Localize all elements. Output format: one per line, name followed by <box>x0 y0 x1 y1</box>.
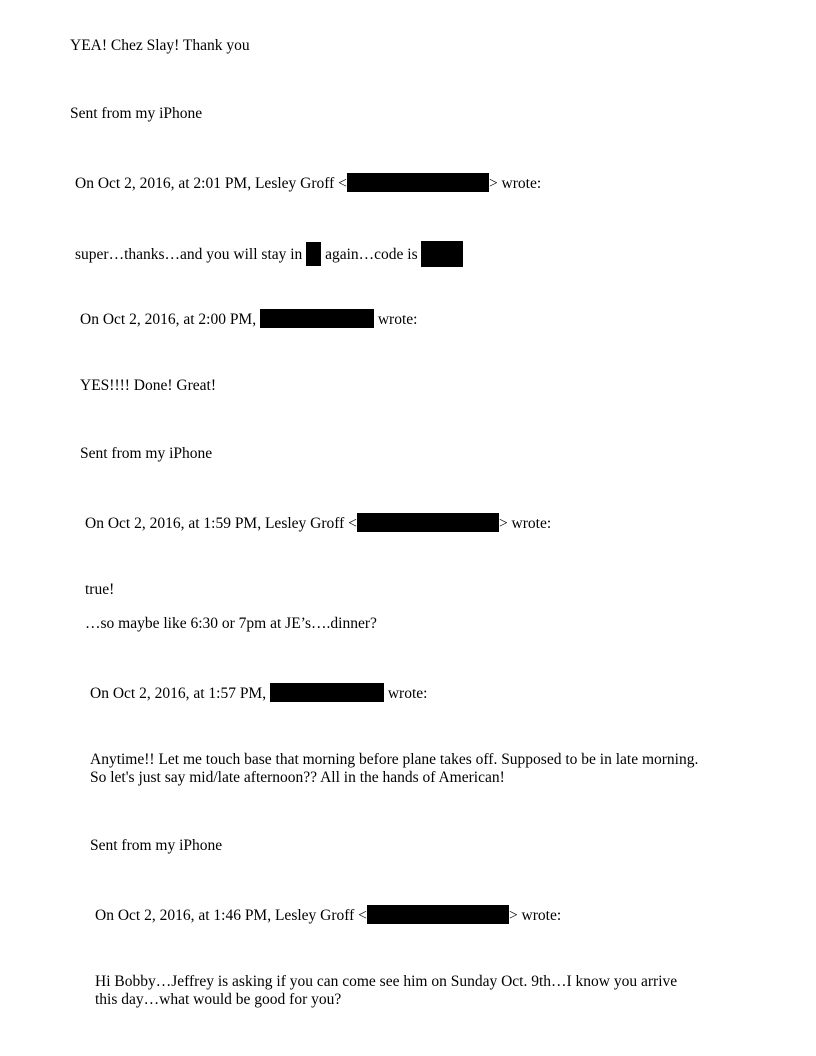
message-text-part: again…code is <box>325 246 418 263</box>
signature: Sent from my iPhone <box>80 445 213 462</box>
quote-header-suffix: > wrote: <box>498 515 552 532</box>
quote-header <box>75 173 541 193</box>
redaction-bar <box>260 309 374 328</box>
reply-text: YEA! Chez Slay! Thank you <box>70 37 250 54</box>
quote-header <box>90 683 427 703</box>
signature: Sent from my iPhone <box>70 105 203 122</box>
message-text: Hi Bobby…Jeffrey is asking if you can come see him on Sunday Oct. 9th…I know you arrive <box>95 973 678 990</box>
quote-header-text: On Oct 2, 2016, at 1:57 PM, <box>90 685 267 702</box>
quote-header-text: On Oct 2, 2016, at 2:01 PM, Lesley Groff < <box>75 175 347 192</box>
message-text <box>75 241 463 267</box>
message-text: YES!!!! Done! Great! <box>80 377 216 394</box>
redaction-bar <box>367 905 509 924</box>
redaction-bar <box>347 173 489 192</box>
quote-header <box>85 513 551 533</box>
message-text: So let's just say mid/late afternoon?? All in the hands of American! <box>90 769 505 786</box>
quote-header <box>80 309 417 329</box>
quote-header-suffix: > wrote: <box>488 175 542 192</box>
quote-header-suffix: > wrote: <box>508 907 562 924</box>
redaction-bar <box>270 683 384 702</box>
redaction-bar <box>357 513 499 532</box>
message-text: …so maybe like 6:30 or 7pm at JE’s….dinner? <box>85 615 377 632</box>
quote-header-text: On Oct 2, 2016, at 2:00 PM, <box>80 311 257 328</box>
redaction-bar <box>306 242 321 266</box>
signature: Sent from my iPhone <box>90 837 223 854</box>
quote-header-suffix: wrote: <box>387 685 428 702</box>
message-text: Anytime!! Let me touch base that morning before plane takes off. Supposed to be in late morning. <box>90 751 699 768</box>
redaction-bar <box>421 241 463 267</box>
quote-header-suffix: wrote: <box>377 311 418 328</box>
message-text: this day…what would be good for you? <box>95 991 342 1008</box>
quote-header-text: On Oct 2, 2016, at 1:46 PM, Lesley Groff < <box>95 907 367 924</box>
message-text: true! <box>85 581 115 598</box>
message-text-part: super…thanks…and you will stay in <box>75 246 303 263</box>
quote-header <box>95 905 561 925</box>
quote-header-text: On Oct 2, 2016, at 1:59 PM, Lesley Groff < <box>85 515 357 532</box>
